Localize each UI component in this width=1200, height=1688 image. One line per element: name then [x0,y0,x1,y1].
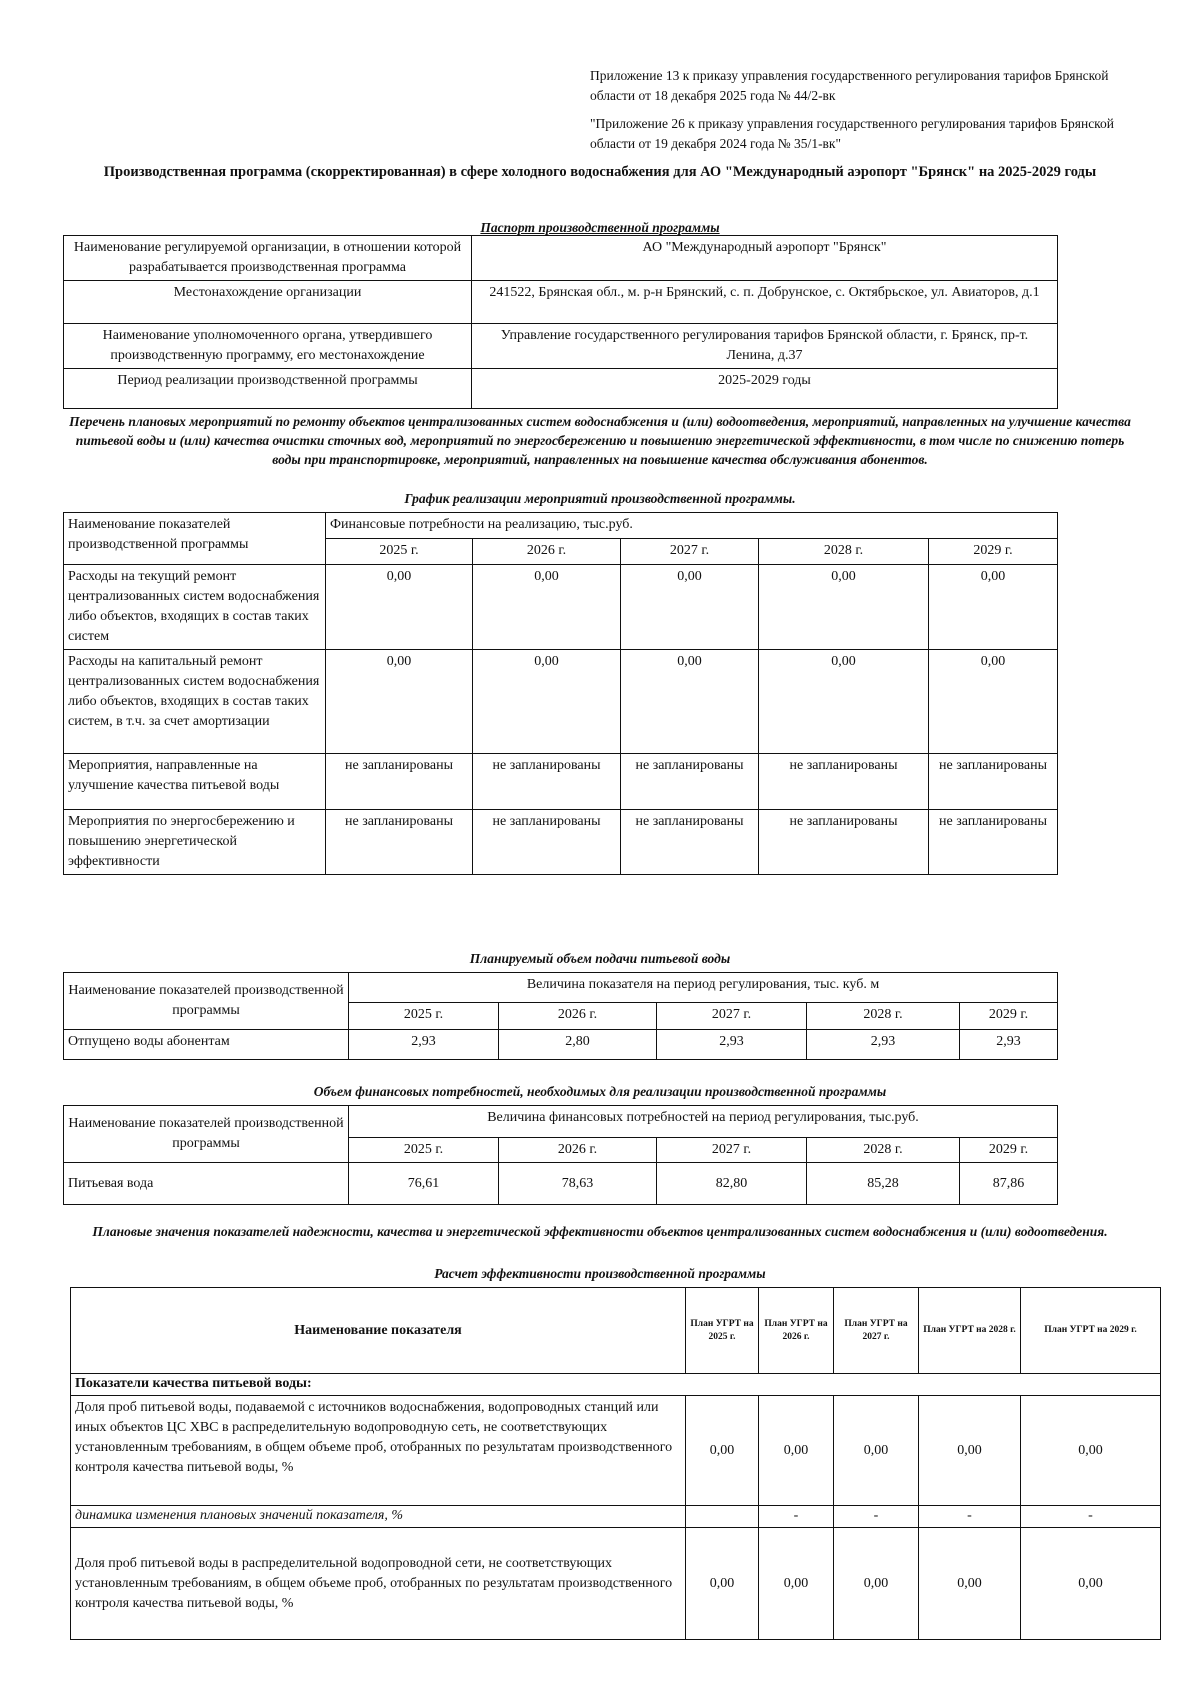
annex-26-note: "Приложение 26 к приказу управления государственного регулирования тарифов Брянской области от 19 декабря 2024 года № 35/1-вк" [590,116,1115,151]
cell-value: 0,00 [759,1396,834,1506]
volume-head-group: Величина показателя на период регулирования, тыс. куб. м [349,973,1058,1003]
passport-row [64,324,1058,369]
cell-value: - [759,1506,834,1528]
cell-value: - [834,1506,919,1528]
cell-value: 2,93 [349,1030,499,1060]
table-row [64,565,1058,650]
plan-header: План УГРТ на 2027 г. [834,1288,919,1374]
passport-value: АО "Международный аэропорт "Брянск" [472,236,1058,281]
cell-value: не запланированы [473,810,621,875]
measures-caption: Перечень плановых мероприятий по ремонту объектов централизованных систем водоснабжения и (или) водоотведения, мероприятий, направленных на улучшение качества питьевой воды и (или) качества очистки сточных вод, мероприятий по энергосбережению и повышению энергетической эффективности, в том числе по снижению потерь воды при транспортировке, мероприятий, направленных на повышение качества обслуживания абонентов. [69,414,1131,467]
volume-caption: Планируемый объем подачи питьевой воды [469,951,731,966]
row-label: Доля проб питьевой воды в распределительной водопроводной сети, не соответствующих установленным требованиям, в общем объеме проб, отобранных по результатам производственного контроля качества питьевой воды, % [71,1528,686,1640]
passport-caption: Паспорт производственной программы [480,220,720,235]
passport-row [64,369,1058,409]
row-label: Мероприятия по энергосбережению и повышению энергетической эффективности [64,810,326,875]
passport-label: Наименование регулируемой организации, в отношении которой разрабатывается производственная программа [64,236,472,281]
cell-value: не запланированы [759,754,929,810]
year-header: 2029 г. [960,1003,1058,1030]
year-header: 2026 г. [499,1138,657,1163]
indicators-caption: Плановые значения показателей надежности, качества и энергетической эффективности объектов централизованных систем водоснабжения и (или) водоотведения. [92,1224,1108,1239]
plan-header: План УГРТ на 2029 г. [1021,1288,1161,1374]
row-label: динамика изменения плановых значений показателя, % [71,1506,686,1528]
year-header: 2026 г. [499,1003,657,1030]
cell-value: не запланированы [929,754,1058,810]
cell-value: 0,00 [1021,1396,1161,1506]
cell-value: не запланированы [326,810,473,875]
efficiency-caption: Расчет эффективности производственной программы [434,1266,766,1281]
year-header: 2025 г. [349,1138,499,1163]
passport-label: Наименование уполномоченного органа, утвердившего производственную программу, его местонахождение [64,324,472,369]
cell-value: 0,00 [473,565,621,650]
cell-value: 0,00 [473,650,621,754]
cell-value: 76,61 [349,1163,499,1205]
finance-head-label: Наименование показателей производственной программы [64,1106,349,1163]
cell-value: 0,00 [929,650,1058,754]
row-label: Отпущено воды абонентам [64,1030,349,1060]
cell-value: 0,00 [759,565,929,650]
annex-13-note: Приложение 13 к приказу управления государственного регулирования тарифов Брянской области от 18 декабря 2025 года № 44/2-вк [590,68,1109,103]
passport-label: Местонахождение организации [64,281,472,324]
cell-value: не запланированы [473,754,621,810]
row-label: Доля проб питьевой воды, подаваемой с источников водоснабжения, водопроводных станций или иных объектов ЦС ХВС в распределительную водопроводную сеть, не соответствующих установленным требованиям, в общем объеме проб, отобранных по результатам производственного контроля качества питьевой воды, % [71,1396,686,1506]
passport-row [64,281,1058,324]
table-row [71,1506,1161,1528]
row-label: Расходы на текущий ремонт централизованных систем водоснабжения либо объектов, входящих в состав таких систем [64,565,326,650]
schedule-table [63,512,1058,875]
passport-value: 241522, Брянская обл., м. р-н Брянский, с. п. Добрунское, с. Октябрьское, ул. Авиаторов, д.1 [472,281,1058,324]
cell-value: 85,28 [807,1163,960,1205]
cell-value: 0,00 [919,1396,1021,1506]
cell-value [686,1506,759,1528]
cell-value: - [919,1506,1021,1528]
cell-value: 0,00 [929,565,1058,650]
cell-value: 0,00 [834,1528,919,1640]
year-header: 2028 г. [759,539,929,565]
indicators-table [70,1287,1161,1640]
table-row [71,1396,1161,1506]
table-row [64,1030,1058,1060]
cell-value: 2,93 [657,1030,807,1060]
passport-row [64,236,1058,281]
cell-value: не запланированы [759,810,929,875]
cell-value: не запланированы [621,810,759,875]
finance-table [63,1105,1058,1205]
cell-value: 0,00 [686,1528,759,1640]
cell-value: 82,80 [657,1163,807,1205]
schedule-head-group: Финансовые потребности на реализацию, тыс.руб. [326,513,1058,539]
table-row [64,754,1058,810]
row-label: Расходы на капитальный ремонт централизованных систем водоснабжения либо объектов, входящих в состав таких систем, в т.ч. за счет амортизации [64,650,326,754]
cell-value: 0,00 [686,1396,759,1506]
plan-header: План УГРТ на 2026 г. [759,1288,834,1374]
finance-head-group: Величина финансовых потребностей на период регулирования, тыс.руб. [349,1106,1058,1138]
cell-value: 78,63 [499,1163,657,1205]
table-row [64,810,1058,875]
cell-value: 0,00 [759,1528,834,1640]
finance-caption: Объем финансовых потребностей, необходимых для реализации производственной программы [313,1084,887,1099]
year-header: 2029 г. [929,539,1058,565]
cell-value: 0,00 [621,565,759,650]
cell-value: 2,93 [807,1030,960,1060]
passport-label: Период реализации производственной программы [64,369,472,409]
passport-value: 2025-2029 годы [472,369,1058,409]
page-title: Производственная программа (скорректированная) в сфере холодного водоснабжения для АО "Международный аэропорт "Брянск" на 2025-2029 годы [103,164,1097,180]
cell-value: 2,80 [499,1030,657,1060]
schedule-head-label: Наименование показателей производственной программы [64,513,326,565]
cell-value: не запланированы [621,754,759,810]
cell-value: - [1021,1506,1161,1528]
year-header: 2026 г. [473,539,621,565]
cell-value: 0,00 [759,650,929,754]
cell-value: 0,00 [1021,1528,1161,1640]
year-header: 2025 г. [349,1003,499,1030]
passport-table [63,235,1058,409]
plan-header: План УГРТ на 2028 г. [919,1288,1021,1374]
cell-value: 0,00 [919,1528,1021,1640]
section-header: Показатели качества питьевой воды: [71,1374,1161,1396]
cell-value: 2,93 [960,1030,1058,1060]
year-header: 2028 г. [807,1138,960,1163]
indicator-head-label: Наименование показателя [71,1288,686,1374]
cell-value: 0,00 [834,1396,919,1506]
cell-value: 0,00 [326,565,473,650]
year-header: 2028 г. [807,1003,960,1030]
year-header: 2027 г. [621,539,759,565]
cell-value: 87,86 [960,1163,1058,1205]
year-header: 2025 г. [326,539,473,565]
table-row [64,650,1058,754]
volume-table [63,972,1058,1060]
table-row [64,1163,1058,1205]
volume-head-label: Наименование показателей производственной программы [64,973,349,1030]
row-label: Питьевая вода [64,1163,349,1205]
cell-value: 0,00 [326,650,473,754]
cell-value: не запланированы [929,810,1058,875]
year-header: 2027 г. [657,1138,807,1163]
cell-value: не запланированы [326,754,473,810]
row-label: Мероприятия, направленные на улучшение качества питьевой воды [64,754,326,810]
passport-value: Управление государственного регулирования тарифов Брянской области, г. Брянск, пр-т. Ленина, д.37 [472,324,1058,369]
schedule-caption: График реализации мероприятий производственной программы. [404,491,796,506]
year-header: 2029 г. [960,1138,1058,1163]
cell-value: 0,00 [621,650,759,754]
year-header: 2027 г. [657,1003,807,1030]
table-row [71,1528,1161,1640]
plan-header: План УГРТ на 2025 г. [686,1288,759,1374]
